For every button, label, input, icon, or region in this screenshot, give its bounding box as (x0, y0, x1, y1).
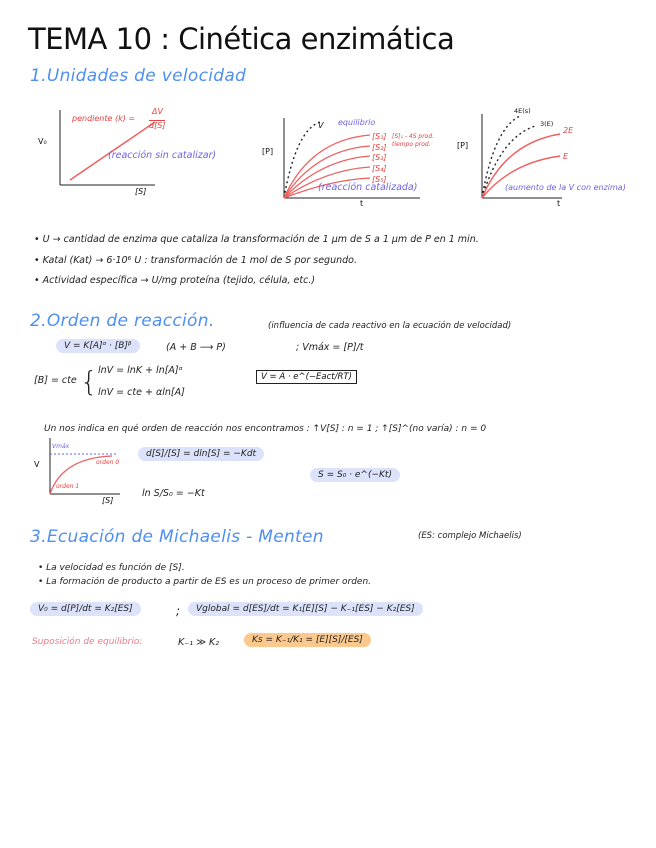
section-3-heading: 3.Ecuación de Michaelis - Menten (30, 527, 324, 547)
separator: ; (176, 604, 181, 618)
section-2-heading: 2.Orden de reacción. (30, 311, 215, 331)
og-y-label: V (34, 460, 40, 469)
g2-x-label: t (360, 199, 364, 208)
g2-l5: [S₅] (372, 175, 387, 184)
brace: { (80, 365, 98, 398)
g1-frac-top: ΔV (152, 107, 163, 116)
g2-l2: [S₂] (372, 143, 387, 152)
exp-decay: S = S₀ · e^(−Kt) (310, 468, 400, 482)
equilibrium-condition: K₋₁ ≫ K₂ (178, 637, 220, 648)
g2-side-note: [S]₁ - 4S prod. (392, 133, 435, 140)
og-x-label: [S] (102, 496, 114, 505)
page-title: TEMA 10 : Cinética enzimática (28, 22, 455, 56)
rate-equation: V = K[A]ᵅ · [B]ᵝ (56, 339, 140, 353)
g2-y-label: [P] (262, 147, 274, 156)
log-eq-2: lnV = cte + αln[A] (98, 387, 185, 398)
s1-bullet-1: • U → cantidad de enzima que cataliza la transformación de 1 μm de S a 1 μm de P en 1 min. (34, 234, 479, 245)
og-vmax: Vmáx (52, 443, 70, 450)
order-line: Un nos indica en qué orden de reacción nos encontramos : ↑V[S] : n = 1 ; ↑[S]^(no varía) : n = 0 (44, 424, 487, 434)
g2-l3: [S₃] (372, 153, 387, 162)
cte-label: [B] = cte (34, 375, 77, 386)
g3-l4: E (563, 152, 569, 161)
g3-l3: 2E (563, 126, 574, 135)
reaction-scheme: (A + B ⟶ P) (166, 342, 226, 353)
g1-frac-bot: d[S] (149, 121, 166, 130)
g2-side-note-2: tiempo prod. (392, 141, 431, 148)
g2-equilibrium: equilibrio (338, 118, 376, 127)
g3-x-label: t (557, 199, 561, 208)
s3-bullet-2: • La formación de producto a partir de ES es un proceso de primer orden. (38, 577, 372, 587)
s1-bullet-2: • Katal (Kat) → 6·10⁶ U : transformación de 1 mol de S por segundo. (34, 255, 357, 266)
g1-x-label: [S] (135, 187, 147, 196)
g1-formula: pendiente (k) = (72, 114, 136, 123)
s1-bullet-3: • Actividad específica → U/mg proteína (tejido, célula, etc.) (34, 275, 316, 286)
log-integrated: ln S/S₀ = −Kt (142, 488, 205, 499)
g3-y-label: [P] (457, 141, 469, 150)
arrhenius-box: V = A · e^(−Eact/RT) (256, 370, 357, 384)
ks-equation: Ks = K₋₁/K₁ = [E][S]/[ES] (244, 633, 371, 647)
g3-l2: 3(E) (540, 120, 554, 128)
g3-note: (aumento de la V con enzima) (505, 183, 626, 192)
g2-l1: [S₁] (372, 132, 387, 141)
g2-v-label: V (318, 121, 324, 130)
s3-bullet-1: • La velocidad es función de [S]. (38, 563, 185, 573)
s2-subtitle: (influencia de cada reactivo en la ecuación de velocidad) (268, 321, 512, 331)
section-1-heading: 1.Unidades de velocidad (30, 66, 247, 86)
v0-equation: V₀ = d[P]/dt = K₂[ES] (30, 602, 141, 616)
og-orden1: orden 1 (56, 483, 80, 490)
g2-note: (reacción catalizada) (318, 182, 418, 193)
g1-note: (reacción sin catalizar) (108, 150, 217, 161)
g3-l1: 4E(s) (514, 107, 531, 115)
diff-equation: d[S]/[S] = dln[S] = −Kdt (138, 447, 264, 461)
vglobal-equation: Vglobal = d[ES]/dt = K₁[E][S] − K₋₁[ES] − K₂[ES] (188, 602, 423, 616)
equilibrium-assumption-label: Suposición de equilibrio: (32, 637, 143, 647)
g2-l4: [S₄] (372, 164, 387, 173)
vmax-def: ; Vmáx = [P]/t (296, 342, 364, 353)
log-eq-1: lnV = lnK + ln[A]ᵅ (98, 365, 183, 376)
og-orden0: orden 0 (96, 459, 120, 466)
s3-subtitle: (ES: complejo Michaelis) (418, 531, 522, 541)
g1-y-label: V₀ (38, 137, 47, 146)
